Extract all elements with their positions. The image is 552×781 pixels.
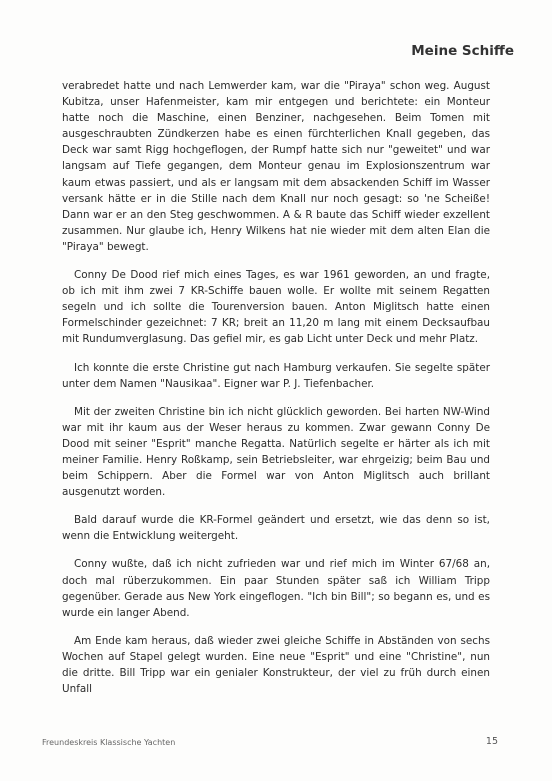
page-number: 15 <box>485 736 498 747</box>
paragraph: Conny wußte, daß ich nicht zufrieden war und rief mich im Winter 67/68 an, doch mal rüberzukommen. Ein paar Stunden später saß ich William Tripp gegenüber. Gerade aus New York eingeflogen. "Ich bin Bill"; so begann es, und es wurde ein langer Abend. <box>62 558 490 619</box>
paragraph: Conny De Dood rief mich eines Tages, es war 1961 geworden, an und fragte, ob ich mit ihm zwei 7 KR-Schiffe bauen wolle. Er wollte mit seinem Regatten segeln und ich sollte die Tourenversion bauen. Anton Miglitsch hatte einen Formelschinder gezeichnet: 7 KR; breit an 11,20 m lang mit einem Decksaufbau mit Rundumverglasung. Das gefiel mir, es gab Licht unter Deck und mehr Platz. <box>62 269 490 346</box>
body-text <box>62 78 490 709</box>
paragraph: Ich konnte die erste Christine gut nach Hamburg verkaufen. Sie segelte später unter dem Namen "Nausikaa". Eigner war P. J. Tiefenbacher. <box>62 361 490 390</box>
running-header-title: Meine Schiffe <box>411 43 514 59</box>
paragraph: verabredet hatte und nach Lemwerder kam, war die "Piraya" schon weg. August Kubitza, unser Hafenmeister, kam mir entgegen und berichtete: ein Monteur hatte noch die Maschine, einen Benziner, nachgesehen. Beim Tomen mit ausgeschraubten Zündkerzen habe es einen fürchterlichen Knall gegeben, das Deck war samt Rigg hochgeflogen, der Rumpf hatte sich nur "geweitet" und war langsam auf Tiefe gegangen, dem Monteur genau im Explosionszentrum war kaum etwas passiert, und als er langsam mit dem absackenden Schiff im Wasser versank hätte er in die Stille nach dem Knall nur noch gesagt: so 'ne Scheiße! Dann war er an den Steg geschwommen. A & R baute das Schiff wieder exzellent zusammen. Nur glaube ich, Henry Wilkens hat nie wieder mit dem alten Elan die "Piraya" bewegt. <box>62 80 490 253</box>
paragraph: Am Ende kam heraus, daß wieder zwei gleiche Schiffe in Abständen von sechs Wochen auf Stapel gelegt wurden. Eine neue "Esprit" und eine "Christine", nun die dritte. Bill Tripp war ein genialer Konstrukteur, der viel zu früh durch einen Unfall <box>62 634 490 696</box>
footer-publication: Freundeskreis Klassische Yachten <box>42 738 176 747</box>
paragraph: Mit der zweiten Christine bin ich nicht glücklich geworden. Bei harten NW-Wind war mit ihr kaum aus der Weser heraus zu kommen. Zwar gewann Conny De Dood mit seiner "Esprit" manche Regatta. Natürlich segelte er härter als ich mit meiner Familie. Henry Roßkamp, sein Betriebsleiter, war ehrgeizig; beim Bau und beim Schippern. Aber die Formel war von Anton Miglitsch auch brillant ausgenutzt worden. <box>62 405 490 499</box>
paragraph: Bald darauf wurde die KR-Formel geändert und ersetzt, wie das denn so ist, wenn die Entwicklung weitergeht. <box>62 514 490 543</box>
